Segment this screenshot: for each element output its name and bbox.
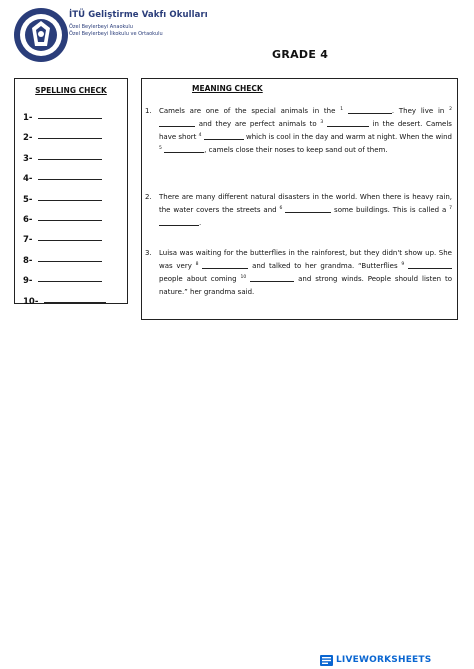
school-logo [12, 6, 70, 64]
spelling-answer-line[interactable] [44, 302, 106, 303]
question-text-part: and they are perfect animals to [198, 120, 317, 128]
question-text-part: Luisa was waiting for the butterflies in the rainforest, but they didn't show up. She was very [159, 249, 452, 270]
spelling-number: 9- [23, 276, 33, 287]
question-number: 1. [145, 107, 152, 115]
school-sub-1: Özel Beylerbeyi Anaokulu [69, 24, 133, 30]
spelling-list [23, 113, 106, 317]
question-text-part: There are many different natural disasters in the world. When there is heavy rain, the water covers the streets and [159, 193, 452, 214]
question-text-part: some buildings. This is called a [334, 206, 447, 214]
blank-number: 8 [195, 262, 199, 267]
answer-blank-5[interactable] [164, 145, 204, 153]
meaning-check-title: MEANING CHECK [192, 84, 263, 93]
spelling-answer-line[interactable] [38, 179, 102, 180]
question-text-part: and strong winds. People should listen to nature.” her grandma said. [159, 275, 453, 296]
spelling-answer-line[interactable] [38, 220, 102, 221]
answer-blank-8[interactable] [202, 261, 248, 269]
answer-blank-2[interactable] [159, 119, 195, 127]
question-text-part: They live in [398, 107, 445, 115]
spelling-item-7 [23, 235, 106, 255]
spelling-item-10 [23, 297, 106, 317]
question-number: 3. [145, 249, 152, 257]
grade-label: GRADE 4 [272, 48, 329, 61]
question-2 [145, 191, 452, 230]
spelling-check-title: SPELLING CHECK [35, 86, 107, 95]
blank-number: 9 [401, 262, 405, 267]
spelling-answer-line[interactable] [38, 159, 102, 160]
question-text: Camels are one of the special animals in the $^1$ . They live in $^2$ and they are perfect animals to $^3$ in the desert. Camels have short $^4$ which is cool in the day and warm at night. When the wind $^5$ , camels close their noses to keep sand out of them. [159, 107, 453, 154]
liveworksheets-brand: LIVEWORKSHEETS [336, 655, 432, 665]
spelling-check-box [14, 78, 128, 307]
spelling-answer-line[interactable] [38, 240, 102, 241]
question-text-part: Camels are one of the special animals in the [159, 107, 336, 115]
answer-blank-9[interactable] [408, 261, 452, 269]
spelling-number: 7- [23, 235, 33, 246]
blank-number: 3 [320, 120, 324, 125]
spelling-answer-line[interactable] [38, 261, 102, 262]
liveworksheets-icon [320, 655, 333, 666]
spelling-item-6 [23, 215, 106, 235]
question-3 [145, 247, 452, 299]
question-text-part: camels close their noses to keep sand out of them. [208, 146, 388, 154]
spelling-item-8 [23, 256, 106, 276]
question-text-part: in the desert. Camels have short [159, 120, 452, 141]
answer-blank-3[interactable] [327, 119, 369, 127]
blank-number: 2 [449, 107, 453, 112]
question-number: 2. [145, 193, 152, 201]
blank-number: 5 [159, 146, 162, 151]
spelling-answer-line[interactable] [38, 281, 102, 282]
spelling-item-9 [23, 276, 106, 296]
spelling-item-3 [23, 154, 106, 174]
question-text: There are many different natural disasters in the world. When there is heavy rain, the water covers the streets and $^6$ some buildings. This is called a $^7$ . [159, 193, 452, 227]
blank-number: 10 [240, 275, 247, 280]
answer-blank-1[interactable] [348, 106, 392, 114]
answer-blank-7[interactable] [159, 218, 199, 226]
spelling-number: 8- [23, 255, 33, 266]
answer-blank-4[interactable] [204, 132, 244, 140]
answer-blank-6[interactable] [285, 205, 331, 213]
question-1 [145, 105, 452, 157]
spelling-number: 2- [23, 133, 33, 144]
spelling-answer-line[interactable] [38, 200, 102, 201]
school-name: İTÜ Geliştirme Vakfı Okulları [69, 10, 208, 20]
answer-blank-10[interactable] [250, 274, 294, 282]
blank-number: 1 [340, 107, 344, 112]
spelling-item-1 [23, 113, 106, 133]
spelling-number: 10- [23, 296, 39, 307]
spelling-number: 1- [23, 113, 33, 123]
spelling-item-5 [23, 195, 106, 215]
blank-number: 4 [198, 133, 202, 138]
question-text-part: people about coming [159, 275, 237, 283]
blank-number: 7 [449, 206, 452, 211]
spelling-number: 6- [23, 214, 33, 225]
spelling-answer-line[interactable] [38, 118, 102, 119]
spelling-number: 3- [23, 153, 33, 164]
spelling-item-4 [23, 174, 106, 194]
meaning-check-box [141, 78, 458, 320]
liveworksheets-logo [320, 654, 431, 666]
school-header [69, 10, 208, 38]
spelling-item-2 [23, 133, 106, 153]
question-text [159, 247, 452, 299]
school-sub-2: Özel Beylerbeyi İlkokulu ve Ortaokulu [69, 30, 163, 37]
spelling-number: 5- [23, 194, 33, 205]
blank-number: 6 [279, 206, 283, 211]
question-text-part: and talked to her grandma. “Butterflies [252, 262, 398, 270]
spelling-number: 4- [23, 174, 33, 185]
spelling-answer-line[interactable] [38, 138, 102, 139]
question-text-part: which is cool in the day and warm at night. When the wind [245, 133, 452, 141]
